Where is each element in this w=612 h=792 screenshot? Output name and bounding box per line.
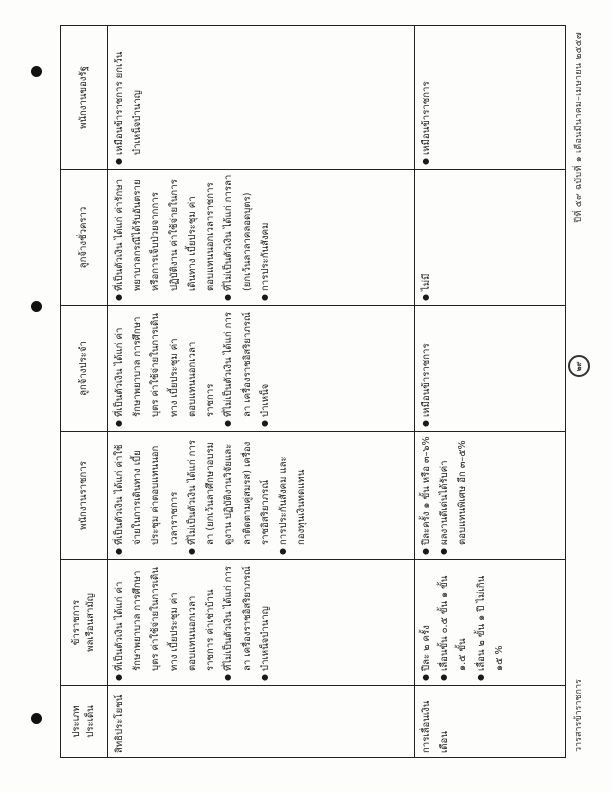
list-item: ● ผลงานดีเด่นได้รับค่าตอบแทนพิเศษ อีก ๓–๕% <box>436 436 472 555</box>
row-label: การเลื่อนเงินเดือน <box>415 686 566 758</box>
rotated-sheet <box>54 22 594 762</box>
list-item: ● เหมือนข้าราชการ ยกเว้น บำเหน็จบำนาญ <box>111 30 147 165</box>
comparison-table <box>60 25 566 758</box>
list-item: ● ที่เป็นตัวเงิน ได้แก่ ค่ารักษาพยาบาล การศึกษาบุตร ค่าใช้จ่ายในการเดินทาง เบี้ยประชุม ค่าตอบแทนนอกเวลาราชการ <box>111 310 220 427</box>
list-item: ● ปีละครั้ง ๑ ขั้น หรือ ๓–๖% <box>418 436 436 555</box>
cell-gov-employee <box>108 432 415 560</box>
cell-state-employee <box>415 26 566 170</box>
list-item: ● บำเหน็จ <box>257 310 275 427</box>
header-gov-official: ข้าราชการ พลเรือนสามัญ <box>61 560 108 686</box>
cell-gov-employee <box>415 432 566 560</box>
list-item: ● ที่เป็นตัวเงิน ได้แก่ ค่ารักษาพยาบาล การศึกษาบุตร ค่าใช้จ่ายในการเดินทาง เบี้ยประชุม ค่าตอบแทนนอกเวลาราชการ ค่าเช่าบ้าน <box>111 564 220 681</box>
list-item: ● ที่เป็นตัวเงิน ได้แก่ ค่าใช้จ่ายในการเดินทาง เบี้ยประชุม ค่าตอบแทนนอกเวลาราชการ <box>111 436 184 555</box>
list-item: ● เหมือนข้าราชการ <box>418 310 436 427</box>
page-footer <box>568 26 588 758</box>
cell-temp-staff <box>415 170 566 306</box>
table-header-row <box>61 26 108 758</box>
table-row-salary-increase <box>415 26 566 758</box>
header-perm-staff: ลูกจ้างประจำ <box>61 306 108 432</box>
list-item: ● ไม่มี <box>418 174 436 301</box>
header-type: ประเภท ประเด็น <box>61 686 108 758</box>
list-item: ● เหมือนข้าราชการ <box>418 30 436 165</box>
cell-gov-official <box>108 560 415 686</box>
cell-state-employee <box>108 26 415 170</box>
list-item: ● ปีละ ๒ ครั้ง <box>418 564 436 681</box>
punch-hole-middle <box>31 301 42 312</box>
table-row-benefits <box>108 26 415 758</box>
list-item: ● การประกันสังคม <box>257 174 275 301</box>
list-item: ● บำเหน็จบำนาญ <box>257 564 275 681</box>
list-item: ● เลื่อนขั้น ๐.๕ ขั้น ๑ ขั้น ๑.๕ ขั้น <box>436 564 472 681</box>
list-item: ● ที่ไม่เป็นตัวเงิน ได้แก่ การลา (ยกเว้นลาศึกษาอบรม ดูงาน ปฏิบัติงานวิจัยและลาติดตามคู่สมรส) เครื่องราชอิสริยาภรณ์ <box>184 436 275 555</box>
document-page <box>54 22 594 762</box>
header-temp-staff: ลูกจ้างชั่วคราว <box>61 170 108 306</box>
cell-gov-official <box>415 560 566 686</box>
punch-hole-top <box>31 66 42 77</box>
punch-hole-bottom <box>31 713 42 724</box>
header-state-employee: พนักงานของรัฐ <box>61 26 108 170</box>
cell-temp-staff <box>108 170 415 306</box>
cell-perm-staff <box>415 306 566 432</box>
journal-name: วารสารข้าราชการ <box>574 679 584 752</box>
cell-perm-staff <box>108 306 415 432</box>
list-item: ● เลื่อน ๒ ขั้น ๑ ปี ไม่เกิน ๑๕ % <box>473 564 509 681</box>
journal-logo: ๒๙ <box>568 355 590 377</box>
list-item: ● การประกันสังคม และกองทุนเงินทดแทน <box>275 436 311 555</box>
header-gov-employee: พนักงานราชการ <box>61 432 108 560</box>
list-item: ● ที่ไม่เป็นตัวเงิน ได้แก่ การลา (ยกเว้นลาลาคลอดบุตร) <box>220 174 256 301</box>
list-item: ● ที่ไม่เป็นตัวเงิน ได้แก่ การลา เครื่องราชอิสริยาภรณ์ <box>220 310 256 427</box>
list-item: ● ที่เป็นตัวเงิน ได้แก่ ค่ารักษาพยาบาลกรณีได้รับอันตรายหรือการเจ็บป่วยจากการปฏิบัติงาน ค่าใช้จ่ายในการเดินทาง เบี้ยประชุม ค่าตอบแทนนอกเวลาราชการ <box>111 174 220 301</box>
list-item: ● ที่ไม่เป็นตัวเงิน ได้แก่ การลา เครื่องราชอิสริยาภรณ์ <box>220 564 256 681</box>
issue-info: ปีที่ ๕๙ ฉบับที่ ๑ เดือนมีนาคม–เมษายน ๒๕๕๗ <box>574 32 584 223</box>
row-label: สิทธิประโยชน์ <box>108 686 415 758</box>
